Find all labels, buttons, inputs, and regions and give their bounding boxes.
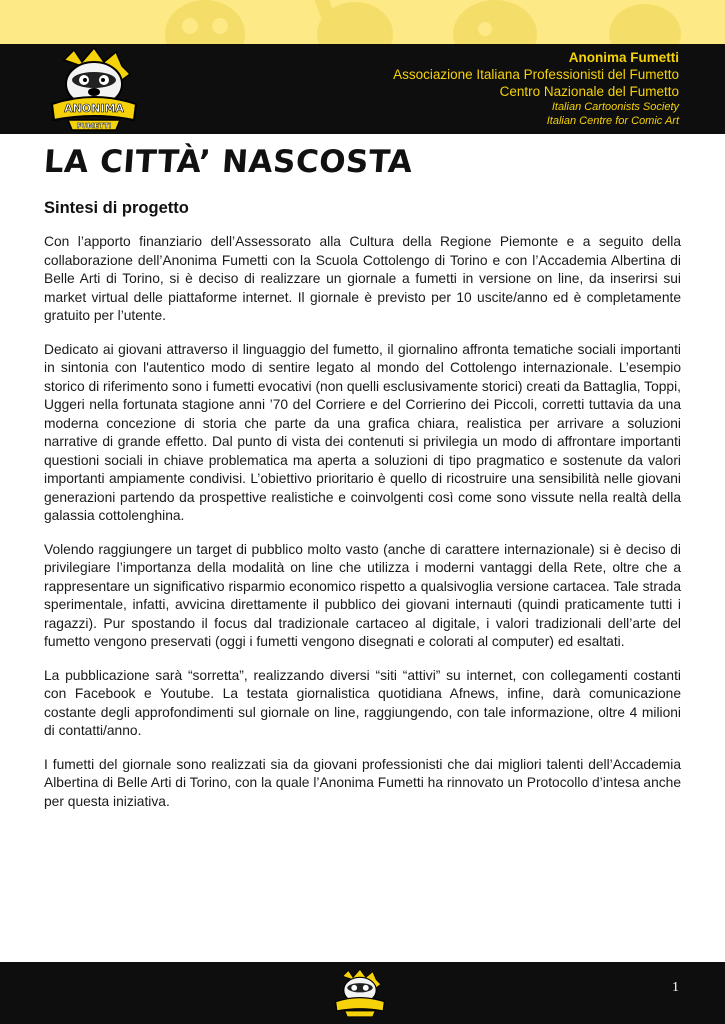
- body-paragraph: La pubblicazione sarà “sorretta”, realizzando diversi “siti “attivi” su internet, con collegamenti costanti con Facebook e Youtube. La testata giornalistica quotidiana Afnews, infine, darà comunicazione costante degli approfondimenti sul giornale on line, raggiungendo, con tale informazione, oltre 4 milioni di contatti/anno.: [44, 667, 681, 738]
- body-paragraph: Dedicato ai giovani attraverso il linguaggio del fumetto, il giornalino affronta tematiche sociali importanti in sintonia con l'autentico modo di sentire legato al mondo del Cottolengo internazionale. L’esempio storico di riferimento sono i fumetti evocativi (non quelli esclusivamente storici) creati da Battaglia, Toppi, Uggeri nella fortunata stagione anni ’70 del Corriere e del Corrierino dei Piccoli, corretti tuttavia da una moderna concezione di storia che parte da una grafica chiara, realistica per arrivare a soluzioni narrative di grande effetto. Dal punto di vista dei contenuti si privilegia un modo di affrontare importanti questioni sociali in chiave problematica ma aperta a soluzioni di tipo pragmatico e sostenute da valori importanti ampiamente condivisi. L’obiettivo prioritario è quello di ricostruire una sensibilità nelle giovani generazioni partendo da prospettive realistiche e coinvolgenti così come sono vissute nella realtà della galassia cottolenghina.: [44, 341, 681, 523]
- organization-name: Anonima Fumetti: [568, 50, 679, 65]
- character-silhouette-icon: [440, 0, 550, 44]
- header-line-english-centre: Italian Centre for Comic Art: [546, 115, 679, 127]
- character-silhouette-icon: [300, 0, 410, 44]
- body-paragraph: Con l’apporto finanziario dell’Assessorato alla Cultura della Regione Piemonte e a seguito della collaborazione dell’Anonima Fumetti con la Scuola Cottolengo di Torino e con l’Accademia Albertina di Belle Arti di Torino, si è deciso di realizzare un giornale a fumetti in versione on line, da inserirsi sui market virtual delle piattaforme internet. Il giornale è previsto per 10 uscite/anno ed è completamente gratuito per l’utente.: [44, 234, 681, 323]
- character-silhouette-icon: [150, 0, 260, 44]
- body-paragraph: Volendo raggiungere un target di pubblico molto vasto (anche di carattere internazionale) si è deciso di privilegiare l’importanza della modalità on line che utilizza i moderni vantaggi della Rete, oltre che a rappresentare un significativo risparmio economico rispetto a qualsivoglia versione cartacea. Tale strada sperimentale, infatti, avvicina direttamente il pubblico dei giovani internauti (quindi praticamente tutti i ragazzi). Pur spostando il focus dal tradizionale cartaceo al digitale, i valori tradizionali dell’arte del fumetto vengono preservati (oggi i fumetti vengono disegnati e colorati al computer) ed esaltati.: [44, 541, 681, 649]
- logo-text-top: ANONIMA: [64, 102, 124, 115]
- header-line-centre: Centro Nazionale del Fumetto: [499, 84, 679, 99]
- anonima-fumetti-logo: [44, 46, 144, 132]
- header-line-association: Associazione Italiana Professionisti del Fumetto: [393, 67, 679, 82]
- header-organization-info: [393, 49, 679, 128]
- document-title: LA CITTÀ’ NASCOSTA: [42, 144, 414, 180]
- document-subtitle: Sintesi di progetto: [44, 199, 189, 217]
- header-line-english-society: Italian Cartoonists Society: [551, 101, 679, 113]
- character-silhouette-icon: [590, 0, 700, 44]
- top-decorative-band: [0, 0, 725, 44]
- document-body: [44, 233, 681, 826]
- body-paragraph: I fumetti del giornale sono realizzati sia da giovani professionisti che dai migliori talenti dell’Accademia Albertina di Belle Arti di Torino, con la quale l’Anonima Fumetti ha rinnovato un Protocollo d’intesa anche per questa iniziativa.: [44, 756, 681, 809]
- page-number: 1: [672, 980, 679, 995]
- logo-text-bottom: FUMETTI: [76, 122, 112, 130]
- footer-logo: [331, 966, 389, 1020]
